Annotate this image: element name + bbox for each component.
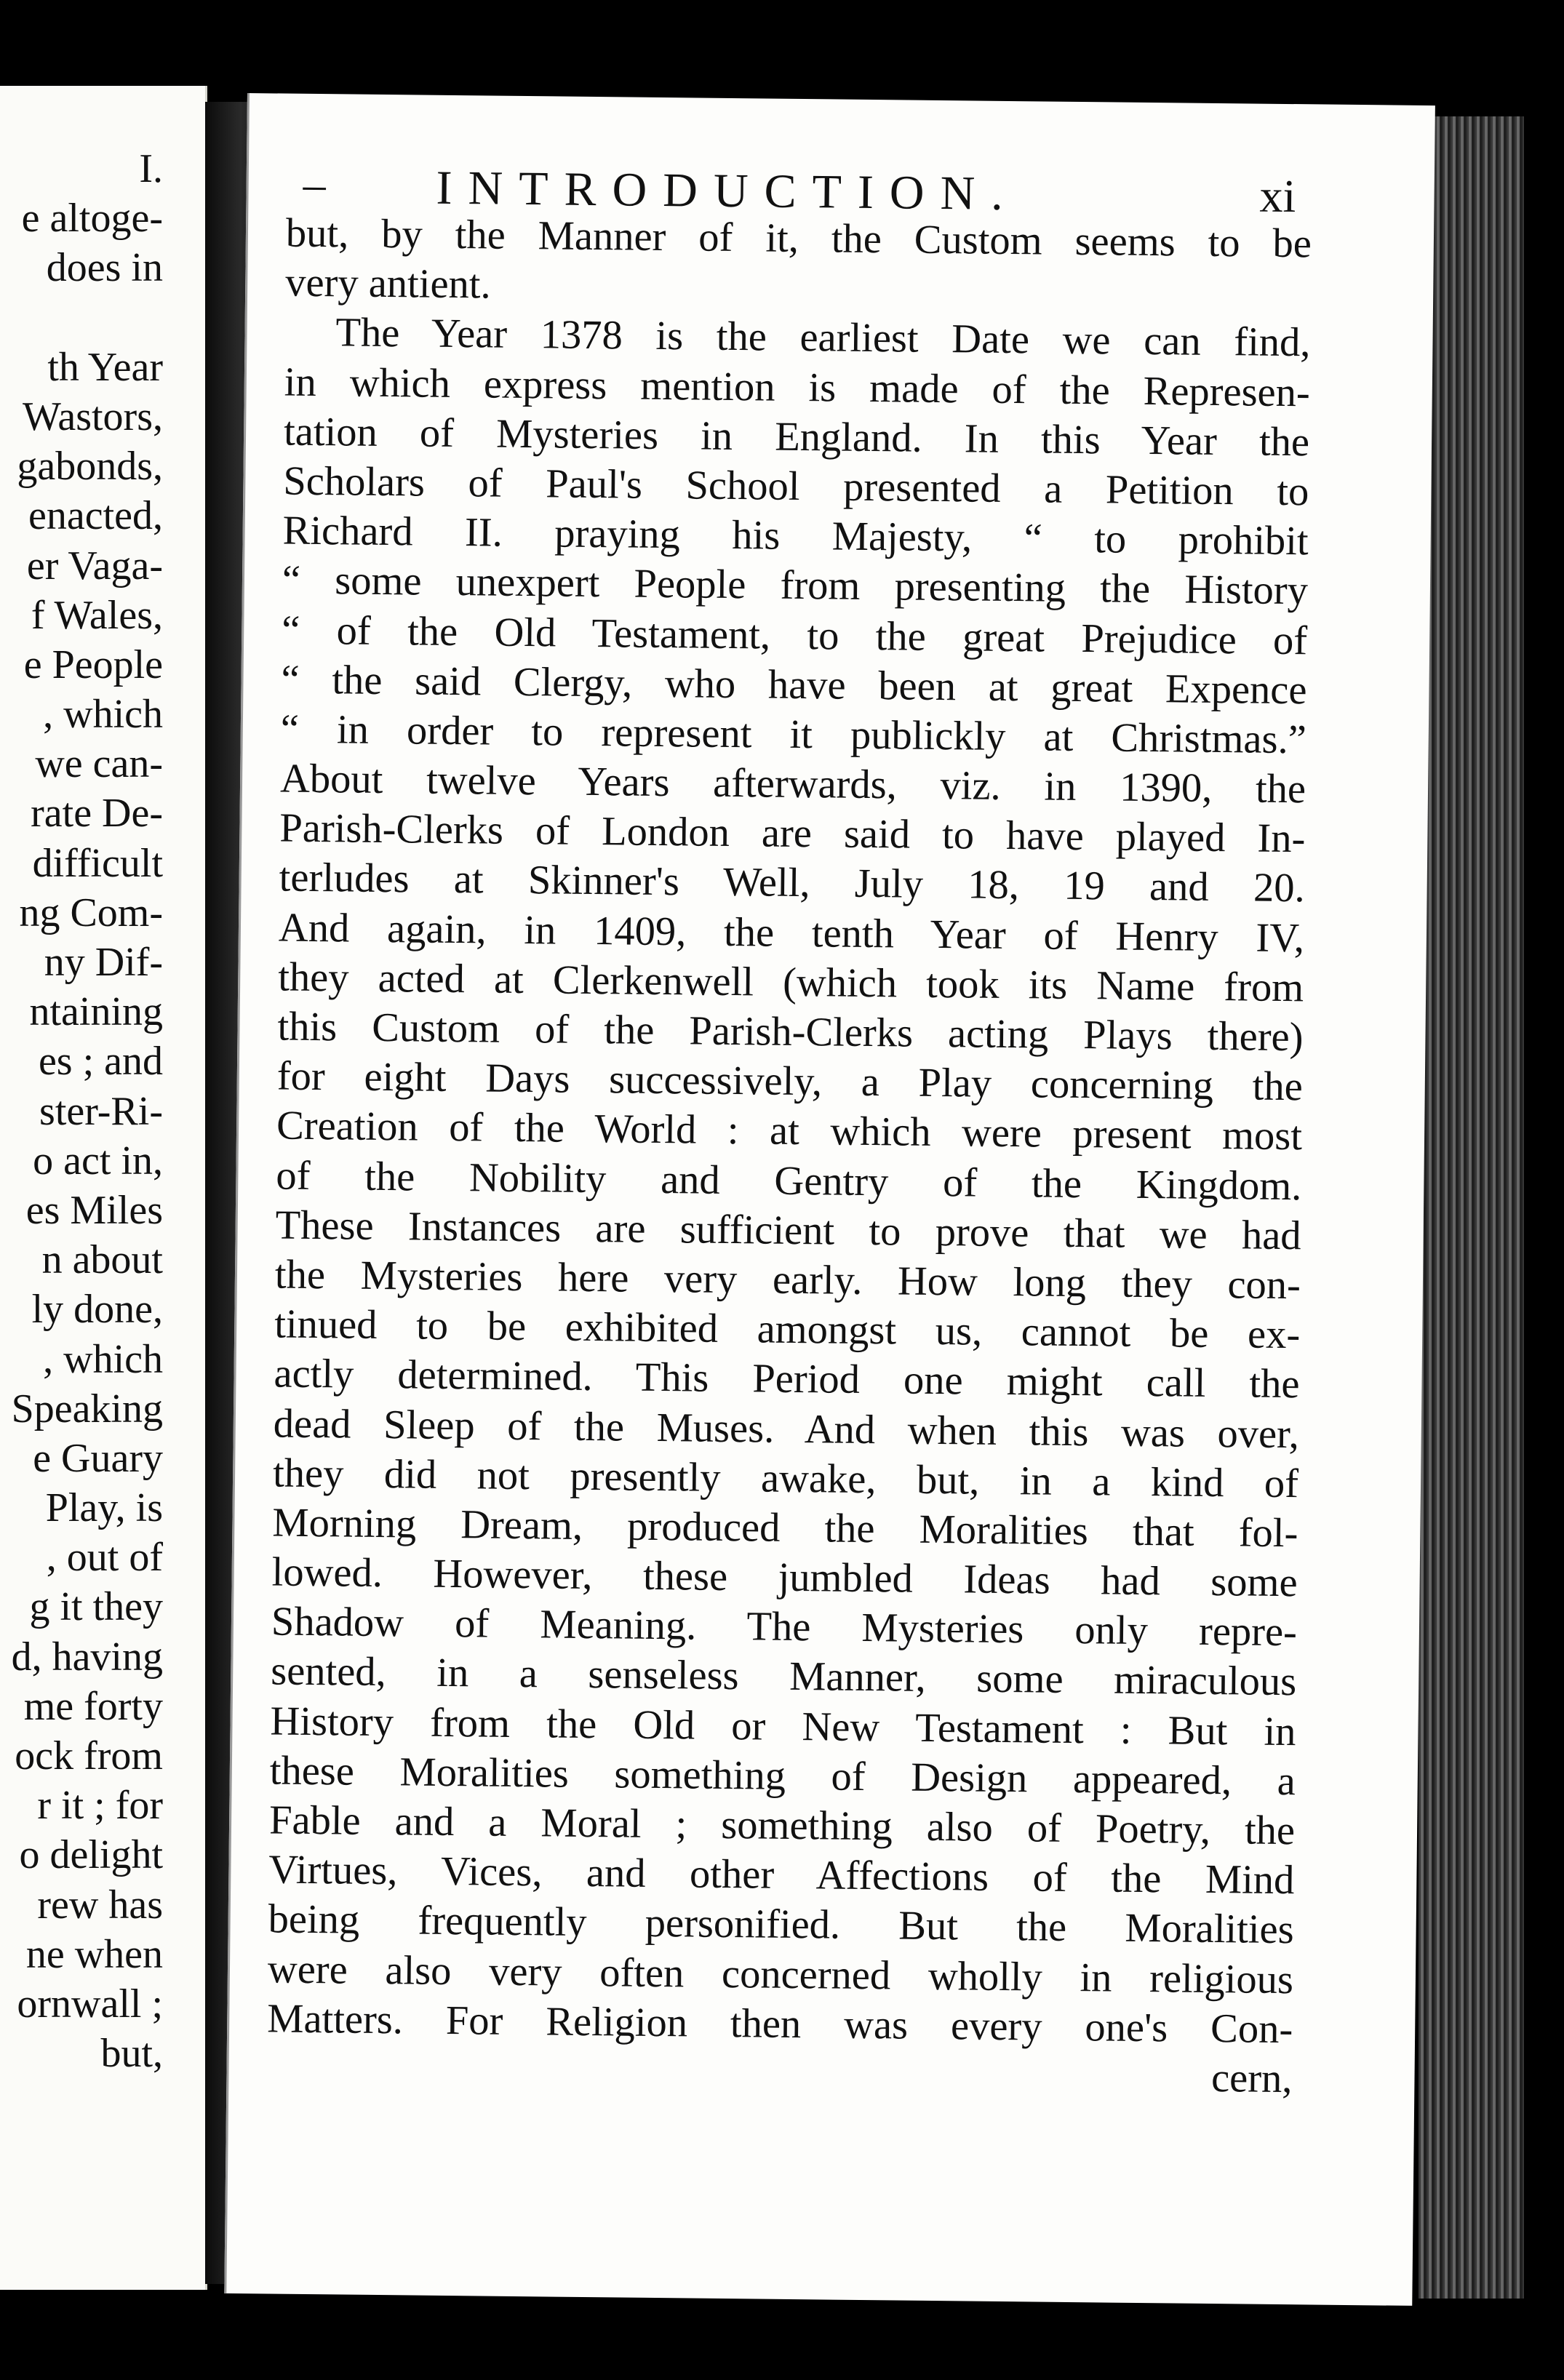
left-line: ster-Ri- xyxy=(39,1088,163,1134)
left-line: es Miles xyxy=(25,1187,163,1233)
text-line: “ in order to represent it publickly at Christmas.” xyxy=(280,706,1307,763)
text-line: terludes at Skinner's Well, July 18, 19 and 20. xyxy=(279,855,1305,911)
text-line: “ some unexpert People from presenting the History xyxy=(282,557,1309,614)
left-line: er Vaga- xyxy=(26,543,163,588)
left-line: me forty xyxy=(23,1683,163,1729)
left-line: Play, is xyxy=(45,1485,163,1531)
running-title: INTRODUCTION. xyxy=(436,161,1020,221)
left-line: ornwall ; xyxy=(17,1981,163,2026)
text-line: Virtues, Vices, and other Affections of the Mind xyxy=(268,1847,1295,1904)
text-line: The Year 1378 is the earliest Date we can find, xyxy=(335,310,1311,366)
left-line: difficult xyxy=(32,840,163,886)
text-line: Fable and a Moral ; something also of Poetry, the xyxy=(268,1797,1296,1854)
text-line: Matters. For Religion then was every one's Con- xyxy=(266,1996,1293,2052)
text-line: being frequently personified. But the Moralities xyxy=(268,1896,1294,1953)
text-line: tinued to be exhibited amongst us, cannot be ex- xyxy=(274,1301,1301,1358)
text-line: this Custom of the Parish-Clerks acting Plays there) xyxy=(277,1004,1304,1061)
left-line: g it they xyxy=(29,1584,163,1630)
text-line: of the Nobility and Gentry of the Kingdom. xyxy=(276,1153,1302,1209)
page-edges xyxy=(1419,116,1524,2299)
left-line: gabonds, xyxy=(17,444,163,490)
left-line: Speaking xyxy=(11,1386,163,1431)
left-line xyxy=(0,293,163,343)
text-line: for eight Days successively, a Play concerning the xyxy=(276,1053,1304,1110)
left-line: th Year xyxy=(47,344,163,390)
text-line: they did not presently awake, but, in a kind of xyxy=(272,1450,1299,1506)
left-line: but, xyxy=(100,2031,163,2077)
text-line: Parish-Clerks of London are said to have played In- xyxy=(279,805,1306,862)
catchword: cern, xyxy=(1210,2055,1293,2102)
text-line: in which express mention is made of the Represen- xyxy=(284,359,1311,415)
left-line: Wastors, xyxy=(22,394,163,439)
text-line: very antient. xyxy=(284,260,491,308)
body-text xyxy=(266,209,1312,2104)
left-line: rew has xyxy=(37,1882,163,1928)
left-line: , out of xyxy=(46,1535,163,1581)
text-line: About twelve Years afterwards, viz. in 1390, the xyxy=(279,756,1306,812)
text-line: actly determined. This Period one might call the xyxy=(274,1351,1300,1407)
left-line: ly done, xyxy=(31,1287,163,1333)
left-line: does in xyxy=(46,245,163,291)
left-line: d, having xyxy=(11,1634,163,1680)
text-line: History from the Old or New Testament : But in xyxy=(270,1698,1296,1754)
header-dash: – xyxy=(303,159,327,210)
left-line: , which xyxy=(43,692,163,738)
text-line: sented, in a senseless Manner, some miraculous xyxy=(270,1648,1297,1705)
text-line: dead Sleep of the Muses. And when this was over, xyxy=(273,1400,1300,1457)
left-line: ne when xyxy=(25,1931,163,1977)
left-line: rate De- xyxy=(31,791,163,836)
text-line: “ the said Clergy, who have been at great Expence xyxy=(281,657,1307,713)
left-line: e People xyxy=(23,642,163,687)
left-line: ng Com- xyxy=(19,890,163,935)
text-line: Morning Dream, produced the Moralities that fol- xyxy=(272,1500,1298,1557)
text-line: but, by the Manner of it, the Custom seems to be xyxy=(285,210,1312,267)
left-line: enacted, xyxy=(28,493,163,539)
left-line: f Wales, xyxy=(31,592,163,638)
left-line: e altoge- xyxy=(21,196,163,241)
left-line: o act in, xyxy=(33,1138,163,1183)
text-line: lowed. However, these jumbled Ideas had some xyxy=(271,1549,1298,1606)
text-line: were also very often concerned wholly in religious xyxy=(267,1946,1294,2002)
text-line: the Mysteries here very early. How long they con- xyxy=(274,1252,1301,1309)
left-line: ny Dif- xyxy=(44,940,163,985)
text-line: tation of Mysteries in England. In this Year the xyxy=(283,409,1310,466)
left-line: e Guary xyxy=(33,1435,163,1481)
left-page-text xyxy=(0,144,163,2078)
right-page xyxy=(224,93,1435,2306)
left-line: r it ; for xyxy=(37,1783,163,1829)
left-page-fragment xyxy=(0,86,207,2290)
text-line: Scholars of Paul's School presented a Petition to xyxy=(283,458,1309,515)
left-running-head: I. xyxy=(139,146,163,191)
text-line: Shadow of Meaning. The Mysteries only repre- xyxy=(271,1599,1298,1656)
text-line: they acted at Clerkenwell (which took its Name from xyxy=(277,954,1304,1011)
text-line: “ of the Old Testament, to the great Prejudice of xyxy=(281,607,1308,663)
text-line: Creation of the World : at which were present most xyxy=(276,1103,1303,1159)
left-line: o delight xyxy=(19,1832,163,1878)
left-line: ntaining xyxy=(29,989,163,1035)
page-number: xi xyxy=(1259,169,1296,223)
text-line: And again, in 1409, the tenth Year of Henry IV, xyxy=(278,905,1305,961)
left-line: , which xyxy=(43,1336,163,1382)
left-line: we can- xyxy=(35,741,163,787)
text-line: These Instances are sufficient to prove that we had xyxy=(275,1202,1301,1259)
text-line: Richard II. praying his Majesty, “ to prohibit xyxy=(282,508,1309,564)
left-line: es ; and xyxy=(38,1039,163,1085)
left-line: ock from xyxy=(15,1733,163,1778)
left-line: n about xyxy=(41,1237,163,1283)
text-line: these Moralities something of Design appeared, a xyxy=(269,1748,1296,1805)
